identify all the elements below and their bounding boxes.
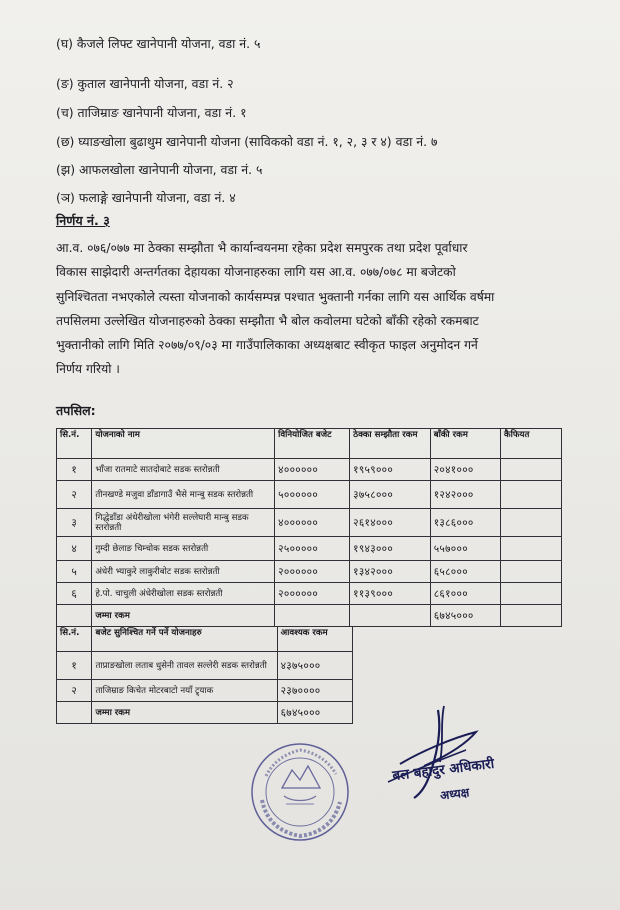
table-row — [57, 680, 353, 702]
cell-remarks — [501, 537, 562, 561]
cell-remarks — [501, 481, 562, 509]
list-item: (घ) कैजले लिफ्ट खानेपानी योजना, वडा नं. ५ — [56, 36, 261, 51]
cell-sn: १ — [57, 652, 92, 680]
col-sn-header: सि.नं. — [57, 627, 92, 652]
cell-alloc: २५००००० — [275, 537, 350, 561]
total-label: जम्मा रकम — [92, 702, 277, 724]
signatory-name: बल बहादुर अधिकारी — [391, 755, 496, 785]
cell-remaining: २०४१००० — [430, 459, 500, 481]
decision-paragraph — [56, 236, 566, 382]
cell-alloc: ४०००००० — [275, 509, 350, 537]
cell-name: गिद्धेडाँडा अंधेरीखोला भंगेरी सल्लेघारी मान्बु सडक स्तरोन्नती — [92, 509, 275, 537]
cell-alloc: २०००००० — [275, 583, 350, 605]
col-amount-header: आवश्यक रकम — [277, 627, 352, 652]
paragraph-line: सुनिश्चितता नभएकोले त्यस्ता योजनाको कार्यसम्पन्न पश्चात भुक्तानी गर्नका लागि यस आर्थिक वर्षमा — [56, 289, 495, 304]
col-remaining-header: बाँकी रकम — [430, 429, 500, 459]
cell-contract: २६१४००० — [350, 509, 431, 537]
cell-sn: २ — [57, 680, 92, 702]
col-alloc-header: विनियोजित बजेट — [275, 429, 350, 459]
table-row — [57, 537, 562, 561]
total-remaining: ६७४५००० — [430, 605, 500, 627]
cell-remarks — [501, 583, 562, 605]
cell-alloc: २०००००० — [275, 561, 350, 583]
cell-remarks — [501, 459, 562, 481]
table-row — [57, 459, 562, 481]
cell-remarks — [501, 561, 562, 583]
cell-alloc: ४०००००० — [275, 459, 350, 481]
cell-sn: ५ — [57, 561, 92, 583]
list-item: (ञ) फलाङ्गे खानेपानी योजना, वडा नं. ४ — [56, 190, 236, 205]
cell-name: ताप्राङखोला लताब धुसेनी तावल सल्लेरी सडक स्तरोन्नती — [92, 652, 277, 680]
list-item: (ङ) कुताल खानेपानी योजना, वडा नं. २ — [56, 76, 234, 91]
required-budget-table — [56, 626, 353, 724]
list-item: (च) ताजिम्राङ खानेपानी योजना, वडा नं. १ — [56, 105, 247, 120]
paragraph-line: भुक्तानीको लागि मिति २०७७/०९/०३ मा गाउँपालिकाका अध्यक्षबाट स्वीकृत फाइल अनुमोदन गर्ने — [56, 338, 478, 353]
cell-remaining: ६५८००० — [430, 561, 500, 583]
tapsil-label: तपसिल: — [56, 403, 96, 418]
table-header-row — [57, 429, 562, 459]
table-header-row — [57, 627, 353, 652]
col-remarks-header: कैफियत — [501, 429, 562, 459]
col-contract-header: ठेक्का सम्झौता रकम — [350, 429, 431, 459]
total-amount: ६७४५००० — [277, 702, 352, 724]
list-item: (छ) घ्याङखोला बुढाथुम खानेपानी योजना (साविकको वडा नं. १, २, ३ र ४) वडा नं. ७ — [56, 134, 438, 149]
signatory-title: अध्यक्ष — [439, 785, 471, 803]
cell-amount: २३७०००० — [277, 680, 352, 702]
col-name-header: बजेट सुनिश्चित गर्ने पर्ने योजनाहरु — [92, 627, 277, 652]
paragraph-line: तपसिलमा उल्लेखित योजनाहरुको ठेक्का सम्झौता भै बोल कवोलमा घटेको बाँकी रहेको रकमबाट — [56, 313, 479, 328]
cell-contract: १३४२००० — [350, 561, 431, 583]
budget-table — [56, 428, 562, 627]
col-sn-header: सि.नं. — [57, 429, 92, 459]
cell-name: भाँजा रातमाटे सातदोबाटे सडक स्तरोन्नती — [92, 459, 275, 481]
table-row — [57, 481, 562, 509]
official-seal-icon — [248, 740, 353, 845]
cell-remaining: ५५७००० — [430, 537, 500, 561]
cell-remaining: १२४२००० — [430, 481, 500, 509]
table-row — [57, 509, 562, 537]
cell-amount: ४३७५००० — [277, 652, 352, 680]
cell-sn: १ — [57, 459, 92, 481]
cell-contract: १९४३००० — [350, 537, 431, 561]
table-row — [57, 561, 562, 583]
total-label: जम्मा रकम — [92, 605, 275, 627]
cell-sn: ३ — [57, 509, 92, 537]
cell-sn: ६ — [57, 583, 92, 605]
cell-alloc: ५०००००० — [275, 481, 350, 509]
paragraph-line: निर्णय गरियो । — [56, 362, 120, 377]
cell-name: हे.पो. चाचुली अंधेरीखोला सडक स्तरोन्नती — [92, 583, 275, 605]
cell-name: अंधेरी भ्याकुरे लाकुरीबोट सडक स्तरोन्नती — [92, 561, 275, 583]
cell-name: गुम्दी छेलाङ चिम्चोक सडक स्तरोन्नती — [92, 537, 275, 561]
table-row — [57, 652, 353, 680]
cell-contract: ३७५८००० — [350, 481, 431, 509]
cell-contract: १९५९००० — [350, 459, 431, 481]
cell-sn: ४ — [57, 537, 92, 561]
cell-remarks — [501, 509, 562, 537]
cell-sn: २ — [57, 481, 92, 509]
table-row — [57, 583, 562, 605]
cell-contract — [350, 605, 431, 627]
cell-name: तीनखण्डे मजुवा डाँडागाउँ भैसे मान्बु सडक स्तरोन्नती — [92, 481, 275, 509]
cell-contract: ११३९००० — [350, 583, 431, 605]
paragraph-line: आ.व. ०७६/०७७ मा ठेक्का सम्झौता भै कार्यान्वयनमा रहेका प्रदेश समपुरक तथा प्रदेश पूर्वाधार — [56, 241, 468, 255]
cell-alloc — [275, 605, 350, 627]
decision-heading: निर्णय नं. ३ — [56, 213, 110, 228]
paragraph-line: विकास साझेदारी अन्तर्गतका देहायका योजनाहरुका लागि यस आ.व. ०७७/०७८ मा बजेटको — [56, 265, 456, 280]
table-total-row — [57, 702, 353, 724]
cell-sn — [57, 605, 92, 627]
cell-remarks — [501, 605, 562, 627]
col-name-header: योजनाको नाम — [92, 429, 275, 459]
table-total-row — [57, 605, 562, 627]
cell-sn — [57, 702, 92, 724]
cell-remaining: ८६१००० — [430, 583, 500, 605]
list-item: (झ) आफलखोला खानेपानी योजना, वडा नं. ५ — [56, 162, 263, 177]
cell-remaining: १३८६००० — [430, 509, 500, 537]
cell-name: ताजिम्राङ किचेत मोटरबाटो नयाँ ट्र्याक — [92, 680, 277, 702]
